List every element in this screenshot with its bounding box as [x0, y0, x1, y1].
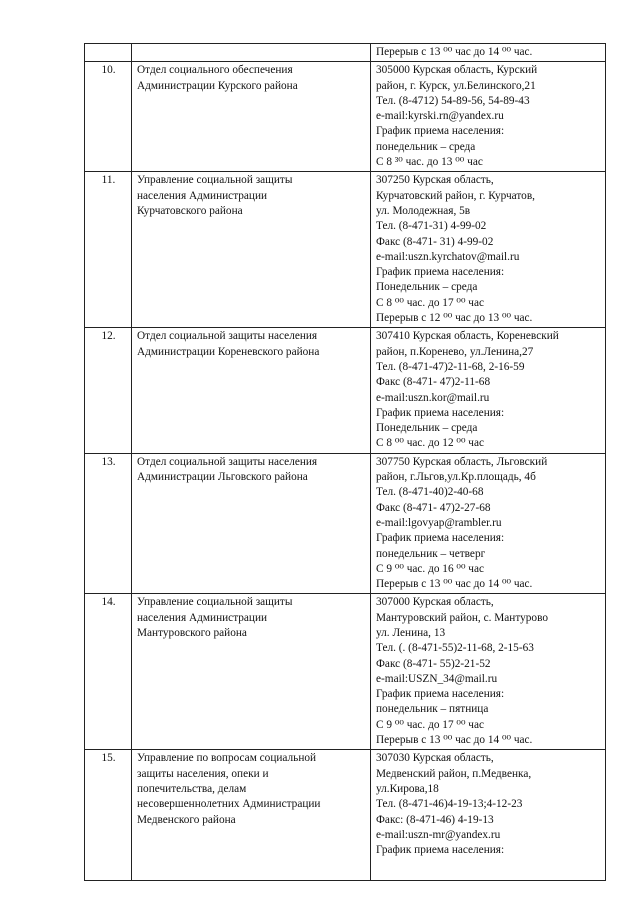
organization-name: [132, 172, 371, 328]
address-line: Тел. (8-471-40)2-40-68: [376, 486, 484, 499]
address-line: График приема населения:: [376, 406, 505, 419]
organization-line: попечительства, делам: [137, 782, 247, 795]
address-contacts: [371, 750, 606, 881]
address-line: График приема населения:: [376, 844, 505, 857]
address-line: С 9 ⁰⁰ час. до 17 ⁰⁰ час: [376, 718, 485, 731]
address-line: 307250 Курская область,: [376, 174, 494, 187]
address-line: Перерыв с 13 ⁰⁰ час до 14 ⁰⁰ час.: [376, 46, 533, 58]
organization-line: Курчатовского района: [137, 204, 243, 217]
address-line: 307030 Курская область,: [376, 752, 494, 765]
address-line: ул.Кирова,18: [376, 782, 439, 795]
address-line: Мантуровский район, с. Мантурово: [376, 611, 548, 624]
address-line: Факс (8-471- 47)2-11-68: [376, 376, 491, 389]
organization-line: Администрации Льговского района: [137, 471, 308, 484]
organization-line: несовершеннолетних Администрации: [137, 798, 321, 811]
organization-line: населения Администрации: [137, 611, 268, 624]
address-line: Факс: (8-471-46) 4-19-13: [376, 813, 494, 826]
address-contacts: [371, 453, 606, 594]
row-number: 11.: [85, 172, 132, 328]
organization-line: Отдел социальной защиты населения: [137, 455, 318, 468]
organization-line: Администрации Курского района: [137, 79, 298, 92]
address-line: Тел. (. (8-471-55)2-11-68, 2-15-63: [376, 642, 534, 655]
social-protection-offices-table: [84, 43, 606, 881]
address-line: район, г. Курск, ул.Белинского,21: [376, 79, 536, 92]
organization-line: Управление по вопросам социальной: [137, 752, 317, 765]
address-line: Перерыв с 13 ⁰⁰ час до 14 ⁰⁰ час.: [376, 578, 533, 591]
table-row: [85, 453, 606, 594]
address-line: e-mail:uszn-mr@yandex.ru: [376, 828, 501, 841]
address-line: Понедельник – среда: [376, 422, 478, 435]
address-line: Перерыв с 12 ⁰⁰ час до 13 ⁰⁰ час.: [376, 312, 533, 325]
address-line: 307410 Курская область, Кореневский: [376, 330, 559, 343]
organization-line: Мантуровского района: [137, 626, 247, 639]
organization-line: населения Администрации: [137, 189, 268, 202]
address-line: район, п.Коренево, ул.Ленина,27: [376, 345, 534, 358]
address-line: район, г.Льгов,ул.Кр.площадь, 4б: [376, 471, 536, 484]
address-line: С 9 ⁰⁰ час. до 16 ⁰⁰ час: [376, 562, 485, 575]
organization-name: [132, 594, 371, 750]
address-cell: [371, 44, 606, 62]
table-row: [85, 750, 606, 881]
organization-line: Администрации Кореневского района: [137, 345, 320, 358]
address-line: Понедельник – среда: [376, 281, 478, 294]
address-line: График приема населения:: [376, 125, 505, 138]
address-line: ул. Молодежная, 5в: [376, 204, 471, 217]
row-number: 14.: [85, 594, 132, 750]
address-contacts: [371, 172, 606, 328]
address-line: понедельник – пятница: [376, 703, 489, 716]
address-line: e-mail:lgovyap@rambler.ru: [376, 516, 502, 529]
organization-name: [132, 453, 371, 594]
address-line: График приема населения:: [376, 688, 505, 701]
table-row-continued: [85, 44, 606, 62]
address-line: С 8 ³⁰ час. до 13 ⁰⁰ час: [376, 156, 483, 169]
organization-line: защиты населения, опеки и: [137, 767, 269, 780]
organization-name: [132, 750, 371, 881]
organization-name: [132, 62, 371, 172]
organization-line: Отдел социальной защиты населения: [137, 330, 318, 343]
row-number: 15.: [85, 750, 132, 881]
table-row: [85, 62, 606, 172]
address-contacts: [371, 62, 606, 172]
address-line: e-mail:uszn.kyrchatov@mail.ru: [376, 250, 520, 263]
address-line: С 8 ⁰⁰ час. до 17 ⁰⁰ час: [376, 296, 485, 309]
address-line: Перерыв с 13 ⁰⁰ час до 14 ⁰⁰ час.: [376, 734, 533, 747]
address-line: e-mail:uszn.kor@mail.ru: [376, 391, 490, 404]
organization-line: Управление социальной защиты: [137, 174, 293, 187]
organization-line: Отдел социального обеспечения: [137, 64, 293, 77]
row-number: 13.: [85, 453, 132, 594]
organization-line: Управление социальной защиты: [137, 596, 293, 609]
table-row: [85, 172, 606, 328]
address-line: Тел. (8-471-46)4-19-13;4-12-23: [376, 798, 523, 811]
address-line: 307750 Курская область, Льговский: [376, 455, 548, 468]
number-cell: [85, 44, 132, 62]
organization-name: [132, 328, 371, 453]
address-contacts: [371, 328, 606, 453]
address-line: Тел. (8-4712) 54-89-56, 54-89-43: [376, 94, 530, 107]
row-number: 10.: [85, 62, 132, 172]
address-line: Медвенский район, п.Медвенка,: [376, 767, 532, 780]
address-line: График приема населения:: [376, 532, 505, 545]
address-line: Факс (8-471- 47)2-27-68: [376, 501, 491, 514]
address-line: Тел. (8-471-47)2-11-68, 2-16-59: [376, 360, 525, 373]
address-line: С 8 ⁰⁰ час. до 12 ⁰⁰ час: [376, 437, 485, 450]
address-line: понедельник – среда: [376, 140, 476, 153]
address-contacts: [371, 594, 606, 750]
organization-line: Медвенского района: [137, 813, 236, 826]
organization-cell: [132, 44, 371, 62]
address-line: Курчатовский район, г. Курчатов,: [376, 189, 535, 202]
address-line: понедельник – четверг: [376, 547, 486, 560]
address-line: Тел. (8-471-31) 4-99-02: [376, 220, 487, 233]
address-line: e-mail:USZN_34@mail.ru: [376, 672, 498, 685]
table-row: [85, 594, 606, 750]
table-row: [85, 328, 606, 453]
table-body: [85, 44, 606, 881]
address-line: e-mail:kyrski.rn@yandex.ru: [376, 110, 504, 123]
address-line: Факс (8-471- 31) 4-99-02: [376, 235, 494, 248]
address-line: 305000 Курская область, Курский: [376, 64, 538, 77]
address-line: ул. Ленина, 13: [376, 626, 446, 639]
address-line: 307000 Курская область,: [376, 596, 494, 609]
row-number: 12.: [85, 328, 132, 453]
address-line: Факс (8-471- 55)2-21-52: [376, 657, 491, 670]
address-line: График приема населения:: [376, 266, 505, 279]
